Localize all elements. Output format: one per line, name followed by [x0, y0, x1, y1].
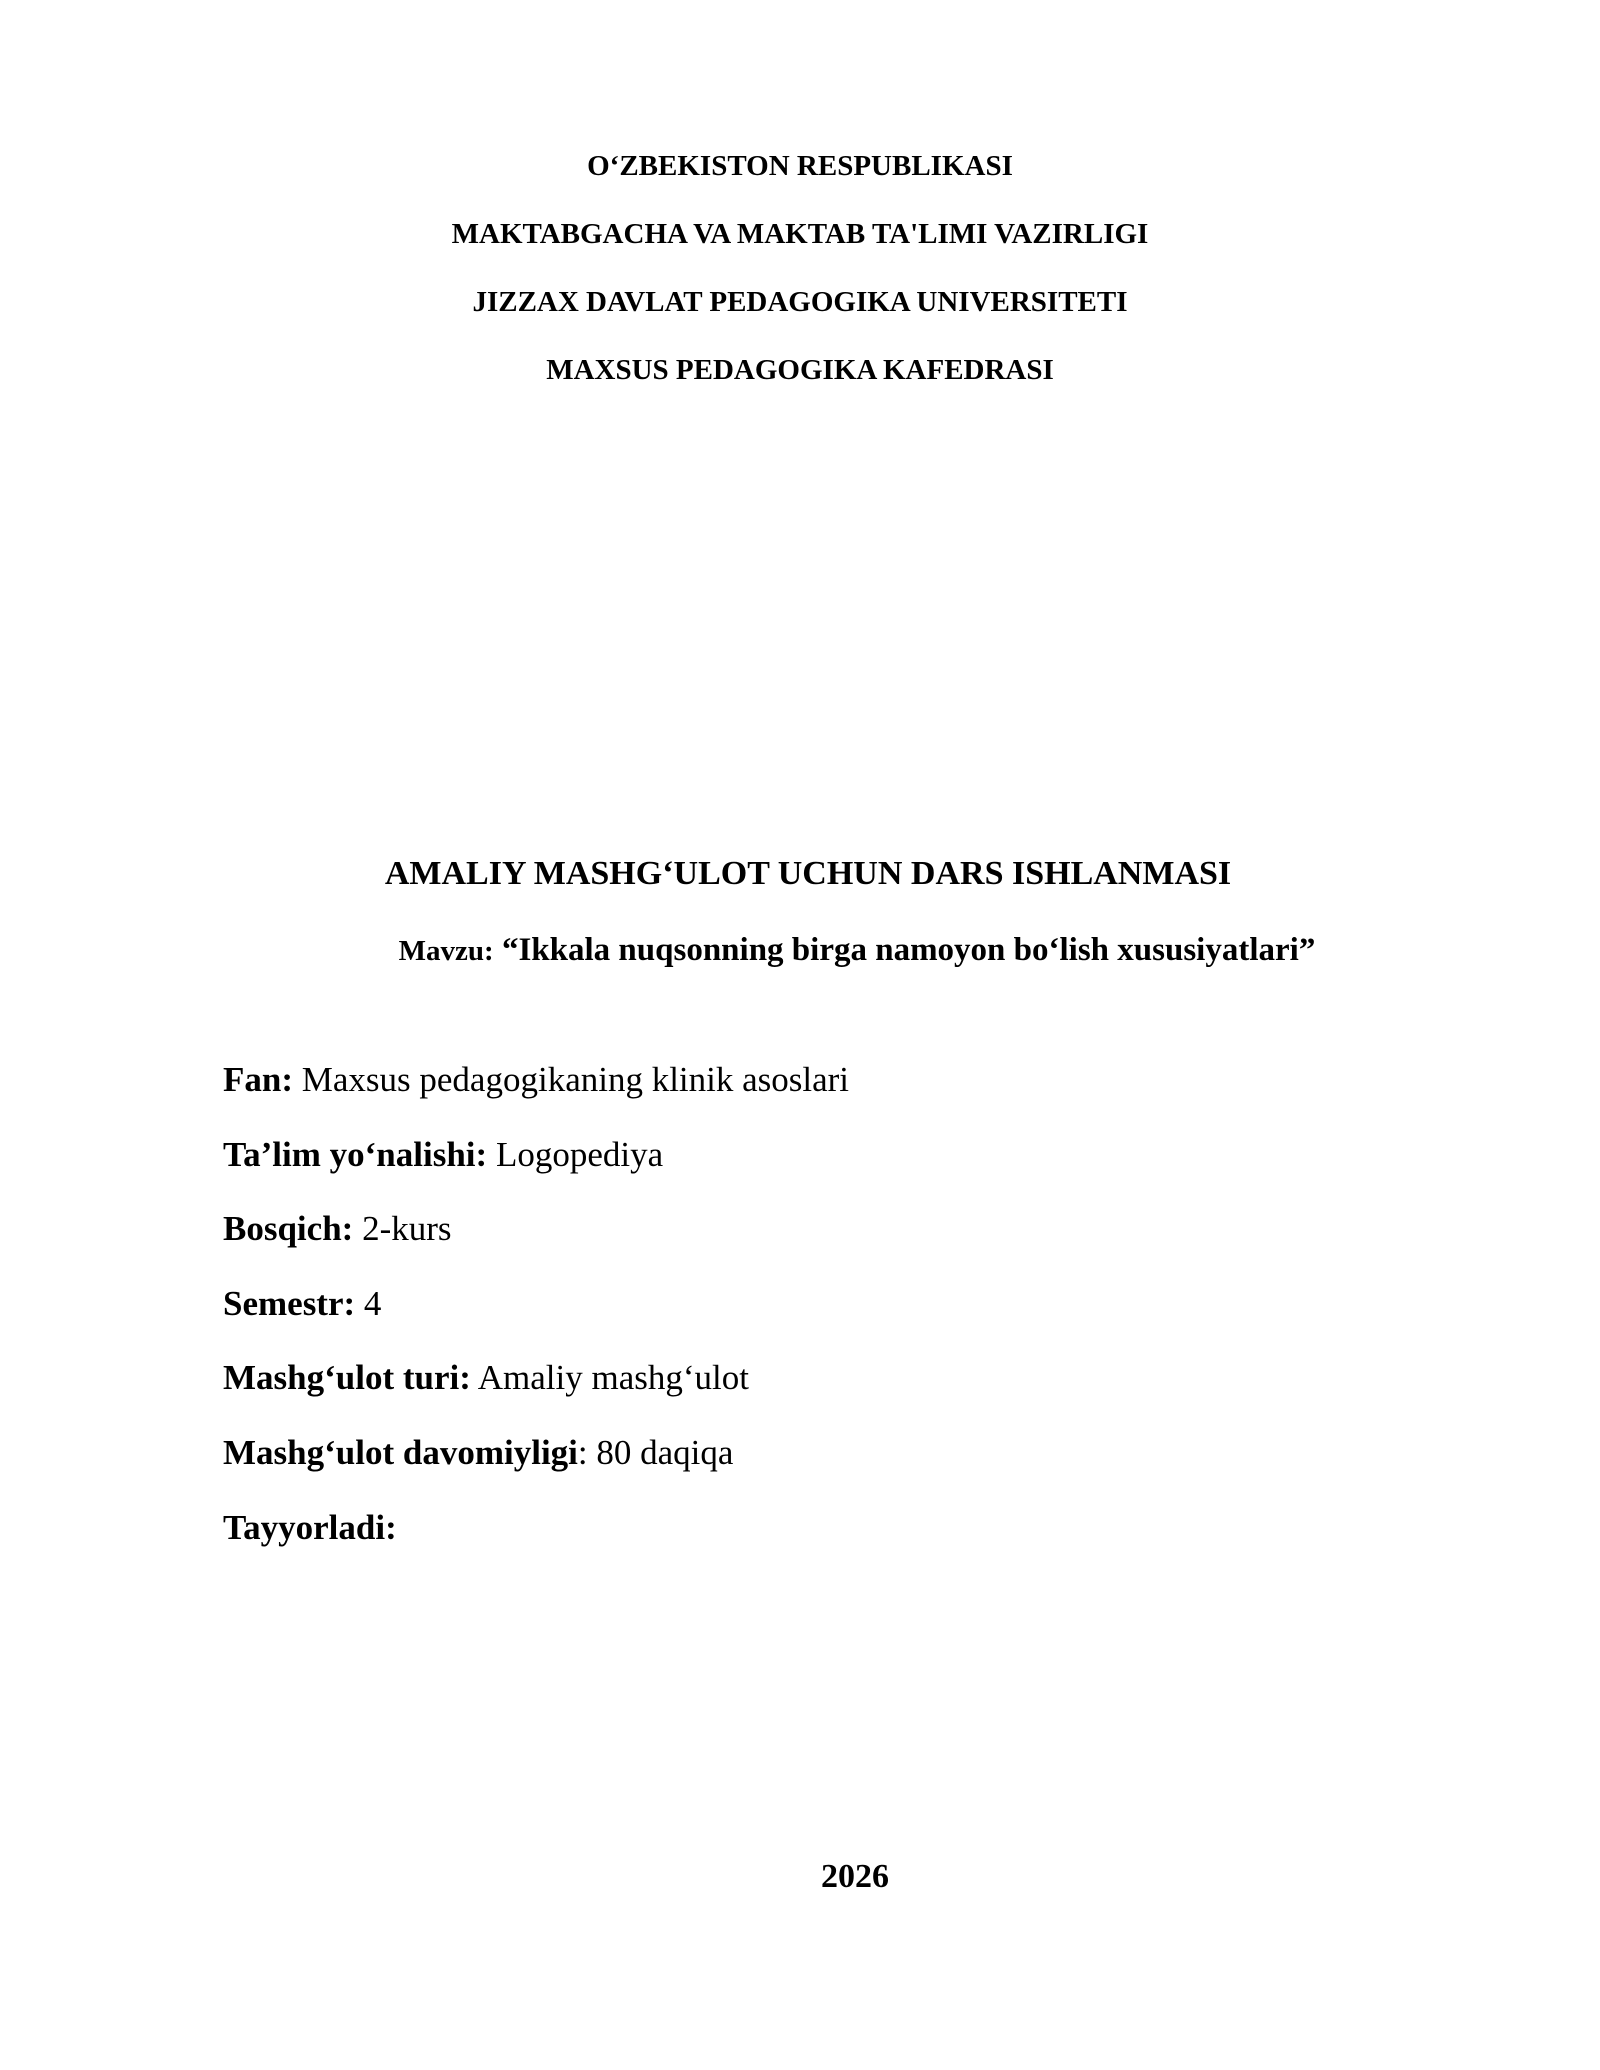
field-semester-value: 4: [363, 1284, 382, 1323]
document-year: 2026: [821, 1858, 889, 1895]
document-title: AMALIY MASHG‘ULOT UCHUN DARS ISHLANMASI: [384, 855, 1232, 892]
field-lesson-type-value: Amaliy mashg‘ulot: [477, 1358, 749, 1397]
university-name-heading: JIZZAX DAVLAT PEDAGOGIKA UNIVERSITETI: [472, 286, 1128, 318]
field-prepared-by: [223, 1507, 397, 1549]
field-duration-value: : 80 daqiqa: [577, 1433, 734, 1472]
ministry-name-heading: MAKTABGACHA VA MAKTAB TA'LIMI VAZIRLIGI: [451, 218, 1149, 250]
topic-label: Mavzu:: [398, 935, 494, 967]
field-duration: [223, 1432, 733, 1474]
field-direction: [223, 1134, 663, 1176]
field-stage-label: Bosqich:: [223, 1209, 354, 1248]
field-direction-label: Ta’lim yo‘nalishi:: [223, 1135, 488, 1174]
field-direction-value: Logopediya: [495, 1135, 664, 1174]
document-topic: [0, 929, 1600, 972]
field-lesson-type-label: Mashg‘ulot turi:: [223, 1358, 471, 1397]
field-subject: [223, 1059, 849, 1101]
field-semester: [223, 1283, 381, 1325]
field-semester-label: Semestr:: [223, 1284, 356, 1323]
field-prepared-by-label: Tayyorladi:: [223, 1508, 397, 1547]
field-stage-value: 2-kurs: [362, 1209, 452, 1248]
ministry-country-heading: O‘ZBEKISTON RESPUBLIKASI: [587, 150, 1013, 182]
field-lesson-type: [223, 1357, 749, 1399]
field-subject-label: Fan:: [223, 1060, 293, 1099]
department-name-heading: MAXSUS PEDAGOGIKA KAFEDRASI: [546, 354, 1054, 386]
field-subject-value: Maxsus pedagogikaning klinik asoslari: [301, 1060, 850, 1099]
topic-value: “Ikkala nuqsonning birga namoyon bo‘lish xususiyatlari”: [501, 932, 1316, 968]
field-stage: [223, 1208, 452, 1250]
field-duration-label: Mashg‘ulot davomiyligi: [223, 1433, 578, 1472]
